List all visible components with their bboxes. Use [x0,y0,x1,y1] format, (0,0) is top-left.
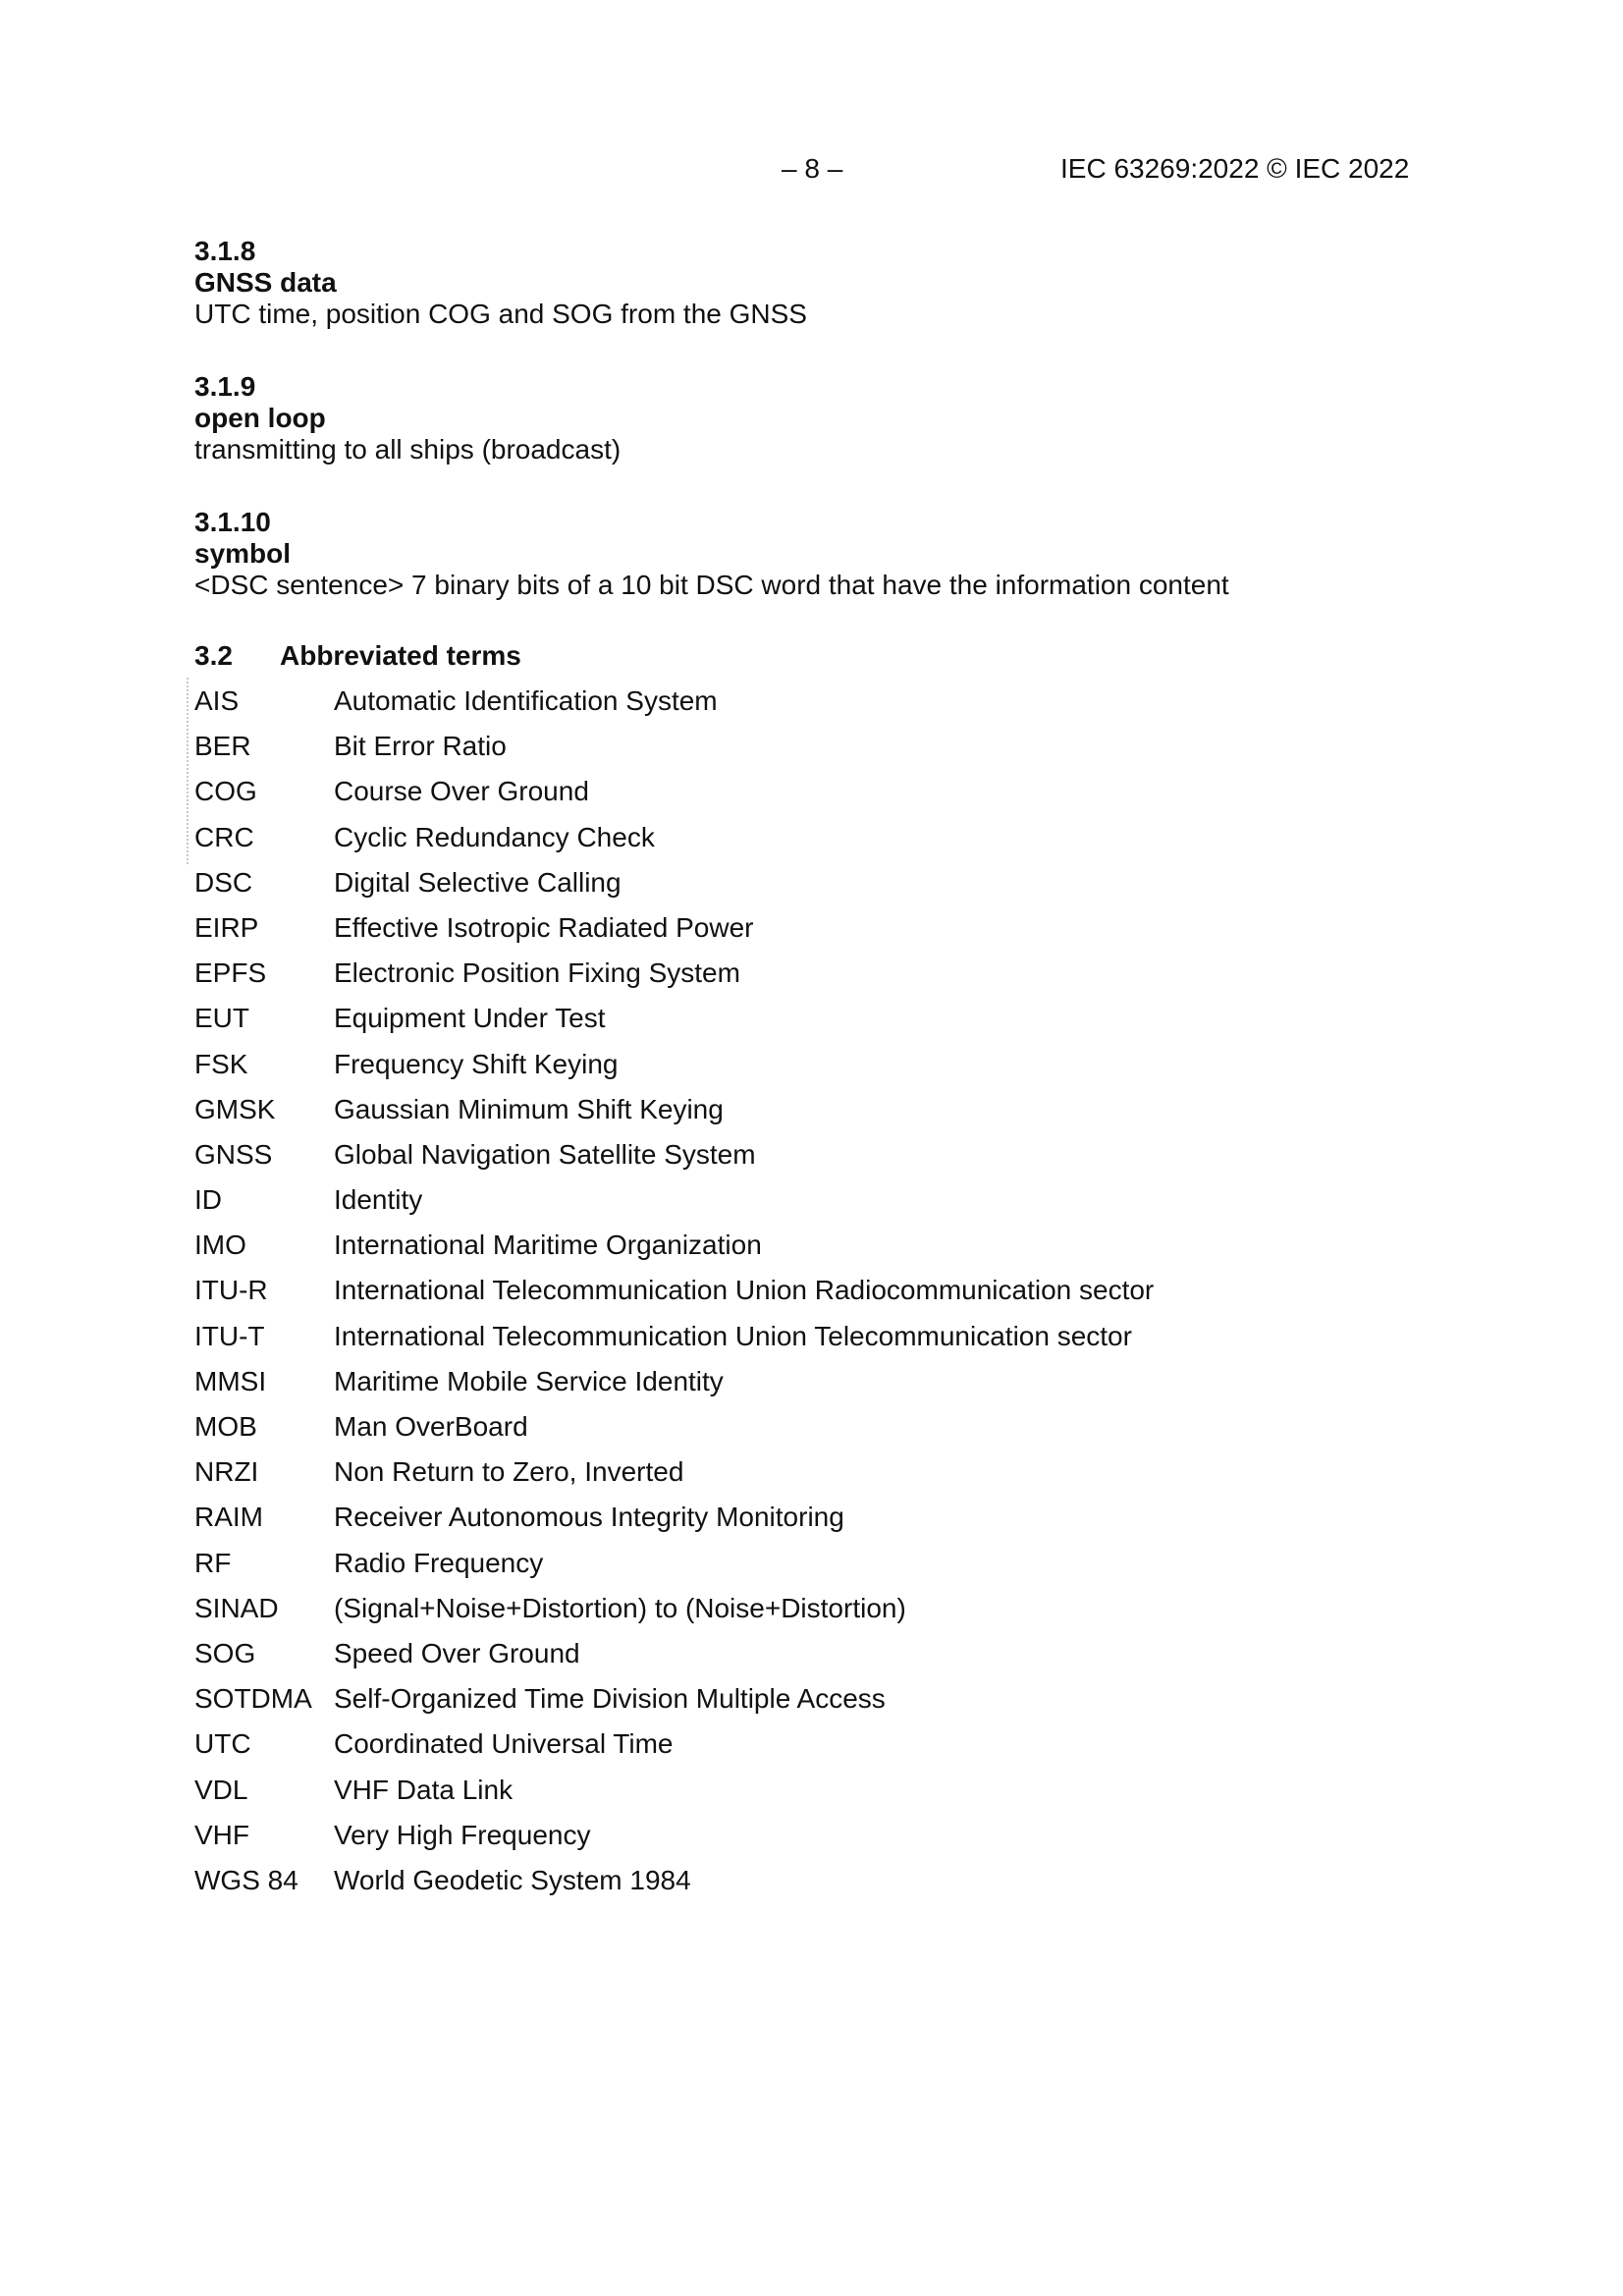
abbreviation-term: COG [194,776,257,807]
term-number: 3.1.8 [194,236,256,266]
abbreviation-term: GMSK [194,1093,276,1124]
abbreviation-row [194,1638,1154,1683]
abbreviation-expansion: Coordinated Universal Time [334,1728,674,1760]
abbreviation-row [194,1548,1154,1593]
abbreviation-expansion: Bit Error Ratio [334,731,507,762]
abbreviation-row [194,1003,1154,1048]
term-definition: UTC time, position COG and SOG from the GNSS [194,299,807,329]
abbreviation-term: EIRP [194,911,259,943]
term-name: symbol [194,538,292,569]
abbreviation-row [194,1411,1154,1456]
abbreviation-expansion: Maritime Mobile Service Identity [334,1365,724,1396]
abbreviation-expansion: VHF Data Link [334,1774,514,1805]
term-name: GNSS data [194,267,337,298]
abbreviation-term: DSC [194,866,253,898]
abbreviation-term: WGS 84 [194,1864,298,1895]
abbreviation-term: UTC [194,1728,251,1760]
abbreviation-row [194,912,1154,957]
abbreviation-expansion: Non Return to Zero, Inverted [334,1456,684,1488]
abbreviation-expansion: Course Over Ground [334,776,589,807]
abbreviation-row [194,1139,1154,1184]
abbreviation-row [194,1502,1154,1547]
abbreviation-expansion: International Maritime Organization [334,1230,762,1261]
abbreviation-row [194,1321,1154,1366]
abbreviation-expansion: Radio Frequency [334,1547,544,1578]
abbreviation-term: SINAD [194,1592,279,1623]
abbreviation-expansion: World Geodetic System 1984 [334,1864,691,1895]
term-number: 3.1.9 [194,371,256,402]
abbreviation-term: VDL [194,1774,248,1805]
change-bar [187,678,189,864]
abbreviation-term: MOB [194,1411,257,1442]
document-reference: IEC 63269:2022 © IEC 2022 [1060,153,1410,184]
abbreviation-term: BER [194,731,251,762]
abbreviation-expansion: Effective Isotropic Radiated Power [334,911,754,943]
abbreviation-expansion: (Signal+Noise+Distortion) to (Noise+Distortion) [334,1592,906,1623]
abbreviation-term: AIS [194,685,240,716]
abbreviation-expansion: Identity [334,1184,423,1216]
abbreviation-row [194,1683,1154,1728]
abbreviation-expansion: Speed Over Ground [334,1637,580,1668]
abbreviation-term: CRC [194,821,254,852]
abbreviation-term: MMSI [194,1365,267,1396]
abbreviation-term: RF [194,1547,232,1578]
abbreviation-term: FSK [194,1048,248,1079]
abbreviation-expansion: Frequency Shift Keying [334,1048,619,1079]
abbreviation-row [194,822,1154,867]
abbreviation-row [194,1366,1154,1411]
page-number: – 8 – [782,153,843,184]
abbreviation-row [194,1049,1154,1094]
section-heading [194,640,521,672]
abbreviation-expansion: Electronic Position Fixing System [334,957,740,989]
abbreviation-expansion: Equipment Under Test [334,1003,606,1034]
abbreviation-expansion: Automatic Identification System [334,685,718,716]
abbreviation-expansion: Man OverBoard [334,1411,528,1442]
term-name: open loop [194,403,326,433]
abbreviation-term: ID [194,1184,222,1216]
abbreviation-term: GNSS [194,1138,273,1170]
abbreviation-row [194,731,1154,776]
abbreviation-row [194,1456,1154,1502]
abbreviation-row [194,1593,1154,1638]
abbreviation-expansion: International Telecommunication Union Radiocommunication sector [334,1275,1155,1306]
abbreviation-term: EPFS [194,957,267,989]
term-entry [194,371,621,465]
abbreviation-row [194,957,1154,1003]
term-entry [194,507,1229,601]
abbreviation-term: NRZI [194,1456,259,1488]
abbreviation-row [194,776,1154,821]
abbreviation-row [194,1865,1154,1910]
abbreviation-expansion: Digital Selective Calling [334,866,622,898]
abbreviation-row [194,1230,1154,1275]
abbreviation-term: RAIM [194,1502,263,1533]
abbreviation-row [194,685,1154,731]
abbreviation-expansion: Self-Organized Time Division Multiple Access [334,1683,886,1715]
term-number: 3.1.10 [194,507,271,537]
abbreviation-row [194,867,1154,912]
term-definition: <DSC sentence> 7 binary bits of a 10 bit DSC word that have the information content [194,570,1229,600]
abbreviation-term: VHF [194,1819,249,1850]
abbreviation-expansion: Very High Frequency [334,1819,591,1850]
abbreviation-term: SOTDMA [194,1683,312,1715]
abbreviation-expansion: Global Navigation Satellite System [334,1138,756,1170]
abbreviation-term: SOG [194,1637,256,1668]
abbreviation-expansion: International Telecommunication Union Telecommunication sector [334,1320,1132,1351]
abbreviation-row [194,1094,1154,1139]
abbreviation-list [194,685,1154,1910]
term-entry [194,236,807,330]
section-number: 3.2 [194,640,233,671]
abbreviation-row [194,1820,1154,1865]
abbreviation-row [194,1184,1154,1230]
term-definition: transmitting to all ships (broadcast) [194,434,622,465]
abbreviation-expansion: Cyclic Redundancy Check [334,821,655,852]
abbreviation-row [194,1775,1154,1820]
abbreviation-term: ITU-R [194,1275,268,1306]
abbreviation-row [194,1728,1154,1774]
abbreviation-expansion: Gaussian Minimum Shift Keying [334,1093,724,1124]
abbreviation-term: IMO [194,1230,246,1261]
section-title: Abbreviated terms [280,640,521,671]
abbreviation-row [194,1275,1154,1320]
abbreviation-term: ITU-T [194,1320,265,1351]
abbreviation-expansion: Receiver Autonomous Integrity Monitoring [334,1502,844,1533]
abbreviation-term: EUT [194,1003,249,1034]
